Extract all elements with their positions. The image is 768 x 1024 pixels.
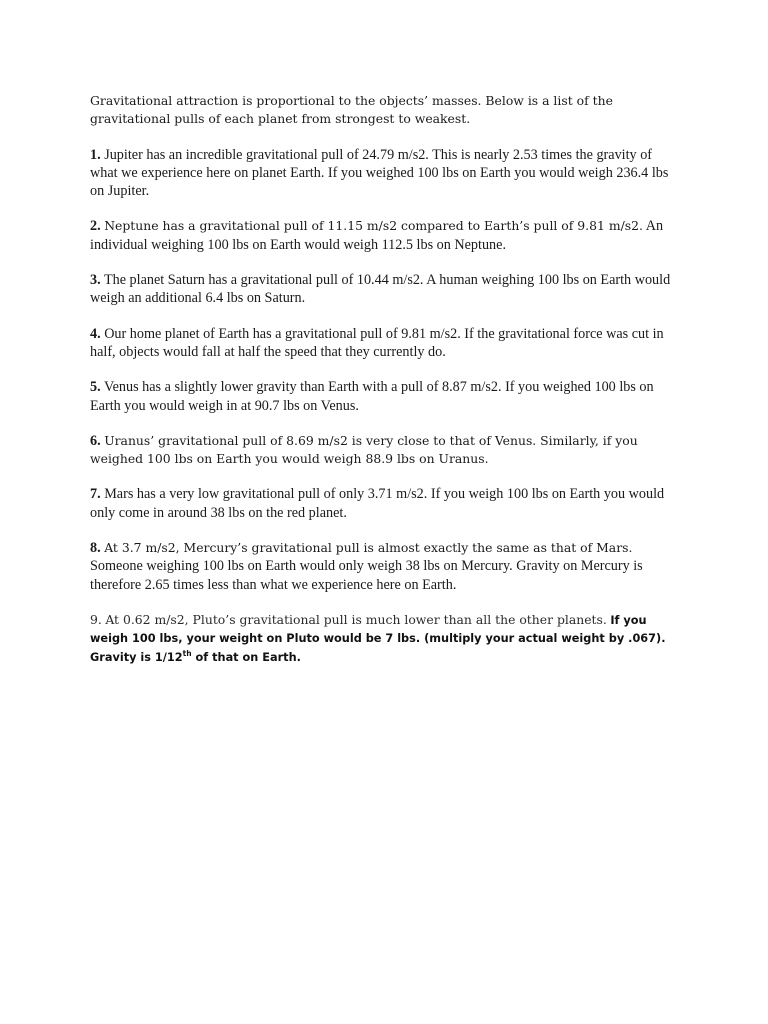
item-bold-end: of that on Earth. xyxy=(191,650,301,664)
item-jupiter xyxy=(90,146,680,201)
item-text-a: Uranus’ gravitational pull of 8.69 m/s2 is very close to that of Venus. Similarly, if you xyxy=(104,432,638,448)
item-neptune xyxy=(90,217,680,254)
item-number: 5. xyxy=(90,379,101,396)
item-text: Venus has a slightly lower gravity than Earth with a pull of 8.87 m/s2. If you weighed 100 lbs on Earth you would weigh in at 90.7 lbs on Venus. xyxy=(90,379,654,414)
item-text: Mars has a very low gravitational pull of only 3.71 m/s2. If you weigh 100 lbs on Earth you would only come in around 38 lbs on the red planet. xyxy=(90,486,665,521)
item-text: Jupiter has an incredible gravitational pull of 24.79 m/s2. This is nearly 2.53 times the gravity of what we experience here on planet Earth. If you weighed 100 lbs on Earth you would weigh 236.4 lbs on Jupiter. xyxy=(90,146,669,200)
item-number: 8. xyxy=(90,540,101,557)
item-number: 6. xyxy=(90,432,101,449)
item-number: 3. xyxy=(90,272,101,289)
item-number: 4. xyxy=(90,325,101,342)
item-number: 9. xyxy=(90,611,102,627)
intro-paragraph xyxy=(90,92,680,129)
item-text: The planet Saturn has a gravitational pull of 10.44 m/s2. A human weighing 100 lbs on Earth would weigh an additional 6.4 lbs on Saturn. xyxy=(90,272,671,307)
item-text-b: An individual weighing 100 lbs on Earth would weigh 112.5 lbs on Neptune. xyxy=(90,218,664,253)
item-text-a: At 3.7 m/s2, Mercury’s gravitational pull is almost exactly the same as that of Mars. xyxy=(104,540,633,556)
intro-text: Gravitational attraction is proportional to the objects’ masses. Below is a list of the gravitational pulls of each planet from strongest to weakest. xyxy=(90,93,613,127)
item-number: 2. xyxy=(90,218,101,235)
item-lead-text: At 0.62 m/s2, Pluto’s gravitational pull is much lower than all the other planets. xyxy=(105,611,607,627)
item-text-a: Neptune has a gravitational pull of 11.15 m/s2 compared to Earth’s pull of 9.81 m/s2. xyxy=(104,218,643,234)
item-saturn xyxy=(90,271,680,308)
item-text: Our home planet of Earth has a gravitational pull of 9.81 m/s2. If the gravitational force was cut in half, objects would fall at half the speed that they currently do. xyxy=(90,325,664,360)
item-bold-text: If you weigh 100 lbs, your weight on Pluto would be 7 lbs. (multiply your actual weight by .067). Gravity is 1/12 xyxy=(90,613,666,664)
superscript-th: th xyxy=(182,649,192,659)
item-pluto xyxy=(90,611,680,668)
item-text-b: Someone weighing 100 lbs on Earth would only weigh 38 lbs on Mercury. Gravity on Mercury is therefore 2.65 times less than what we experience here on Earth. xyxy=(90,558,643,593)
item-mars xyxy=(90,485,680,522)
item-venus xyxy=(90,378,680,415)
document-page xyxy=(90,92,680,667)
item-text-b: weighed 100 lbs on Earth you would weigh 88.9 lbs on Uranus. xyxy=(90,451,489,467)
item-earth xyxy=(90,325,680,362)
item-number: 7. xyxy=(90,486,101,503)
item-uranus xyxy=(90,432,680,469)
item-number: 1. xyxy=(90,146,101,163)
item-mercury xyxy=(90,539,680,594)
